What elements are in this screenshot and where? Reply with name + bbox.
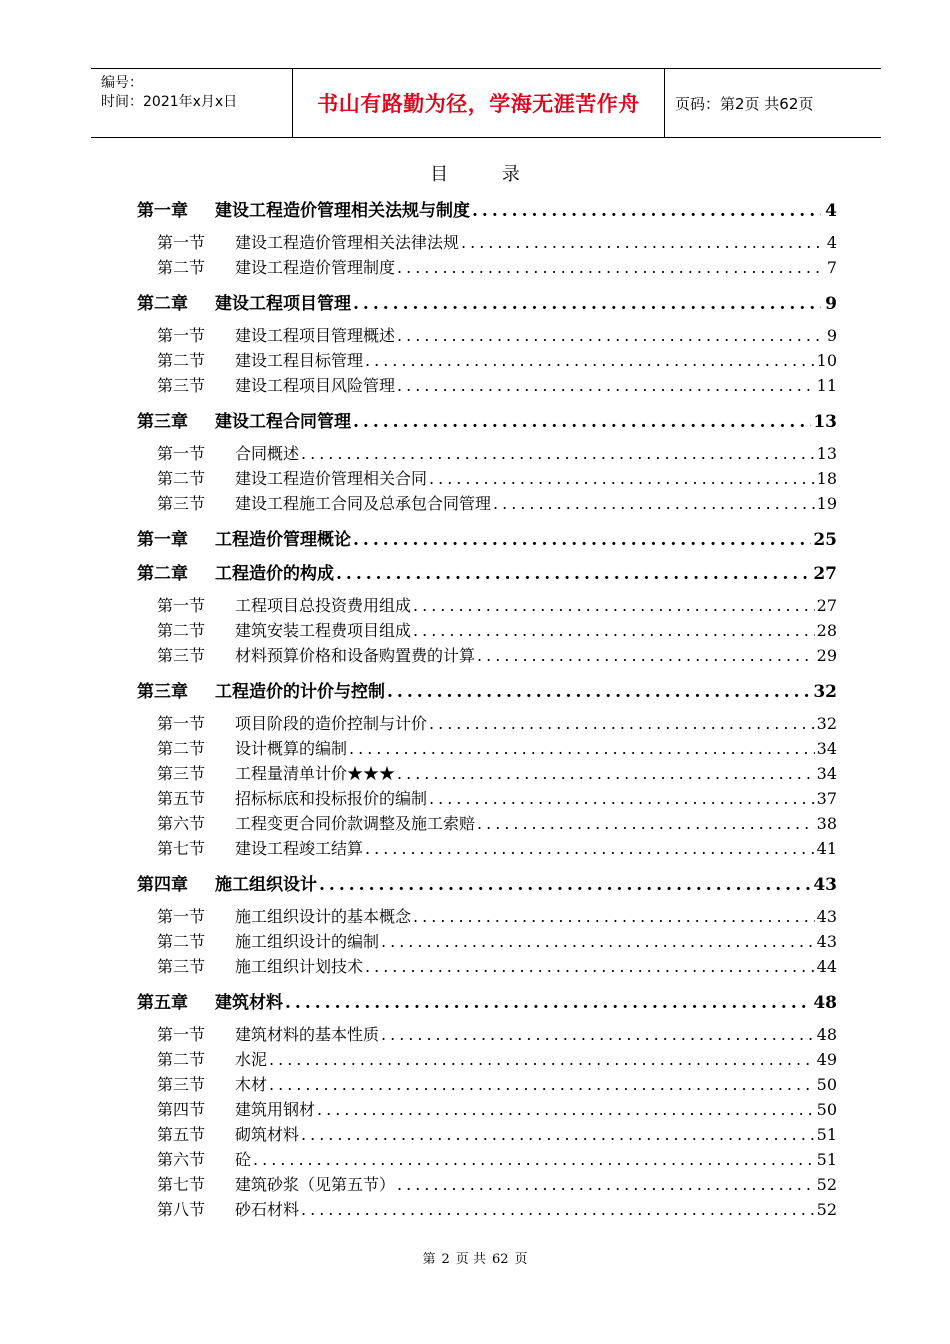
toc-entry-title: 施工组织设计的基本概念 — [235, 907, 412, 926]
toc-entry-label: 第七节 — [157, 1175, 206, 1194]
toc-entry-title: 建设工程竣工结算 — [235, 839, 364, 858]
toc-dot-leader — [353, 412, 811, 432]
toc-entry-page: 19 — [816, 494, 837, 513]
toc-entry-label: 第三节 — [157, 1075, 206, 1094]
toc-entry-page: 38 — [816, 814, 837, 833]
toc-entry-page: 13 — [816, 444, 837, 463]
toc-entry-label: 第三节 — [157, 957, 206, 976]
toc-entry-title: 建筑材料的基本性质 — [235, 1025, 380, 1044]
toc-entry-title: 建设工程造价管理相关法规与制度 — [215, 201, 470, 221]
toc-entry-page: 44 — [816, 957, 837, 976]
toc-section-entry[interactable] — [137, 711, 837, 736]
toc-section-entry[interactable] — [137, 1072, 837, 1097]
toc-entry-title: 工程造价的计价与控制 — [215, 682, 385, 702]
toc-entry-title: 建筑材料 — [215, 993, 283, 1013]
toc-dot-leader — [413, 621, 815, 640]
toc-section-entry[interactable] — [137, 904, 837, 929]
toc-entry-title: 建设工程项目管理概述 — [235, 326, 396, 345]
toc-entry-title: 合同概述 — [235, 444, 300, 463]
toc-entry-title: 建设工程目标管理 — [235, 351, 364, 370]
toc-dot-leader — [477, 646, 815, 665]
toc-entry-page: 9 — [825, 294, 837, 314]
header-motto: 书山有路勤为径，学海无涯苦作舟 — [293, 69, 665, 137]
toc-entry-page: 9 — [826, 326, 837, 345]
toc-entry-page: 51 — [816, 1150, 837, 1169]
toc-section-entry[interactable] — [137, 255, 837, 280]
toc-entry-label: 第三节 — [157, 764, 206, 783]
toc-entry-title: 水泥 — [235, 1050, 268, 1069]
toc-entry-title: 建设工程施工合同及总承包合同管理 — [235, 494, 492, 513]
toc-entry-label: 第一节 — [157, 1025, 206, 1044]
toc-dot-leader — [317, 1100, 815, 1119]
toc-chapter-entry[interactable] — [137, 559, 837, 584]
toc-entry-label: 第二章 — [137, 294, 188, 314]
toc-entry-page: 7 — [826, 258, 837, 277]
toc-section-entry[interactable] — [137, 230, 837, 255]
toc-section-entry[interactable] — [137, 441, 837, 466]
toc-entry-title: 工程造价管理概论 — [215, 530, 351, 550]
footer-prefix: 第 — [422, 1252, 436, 1267]
toc-entry-label: 第一节 — [157, 326, 206, 345]
toc-dot-leader — [397, 764, 815, 783]
toc-section-entry[interactable] — [137, 954, 837, 979]
toc-entry-label: 第四章 — [137, 875, 188, 895]
toc-entry-page: 10 — [816, 351, 837, 370]
toc-entry-title: 工程量清单计价★★★ — [235, 764, 396, 783]
toc-entry-page: 41 — [816, 839, 837, 858]
toc-section-entry[interactable] — [137, 373, 837, 398]
toc-chapter-entry[interactable] — [137, 677, 837, 702]
toc-section-entry[interactable] — [137, 1197, 837, 1222]
toc-entry-label: 第五节 — [157, 1125, 206, 1144]
toc-entry-label: 第三节 — [157, 494, 206, 513]
toc-entry-title: 建设工程项目风险管理 — [235, 376, 396, 395]
toc-entry-page: 52 — [816, 1200, 837, 1219]
toc-title: 目 录 — [430, 164, 544, 185]
toc-dot-leader — [472, 201, 821, 221]
toc-entry-title: 施工组织设计的编制 — [235, 932, 380, 951]
toc-entry-title: 工程变更合同价款调整及施工索赔 — [235, 814, 476, 833]
toc-entry-title: 工程项目总投资费用组成 — [235, 596, 412, 615]
toc-section-entry[interactable] — [137, 811, 837, 836]
toc-entry-page: 27 — [813, 564, 837, 584]
document-header — [91, 68, 881, 138]
toc-dot-leader — [477, 814, 815, 833]
toc-section-entry[interactable] — [137, 618, 837, 643]
toc-dot-leader — [381, 932, 815, 951]
toc-entry-page: 37 — [816, 789, 837, 808]
toc-entry-title: 木材 — [235, 1075, 268, 1094]
toc-dot-leader — [353, 294, 821, 314]
number-label: 编号： — [101, 75, 143, 91]
table-of-contents — [137, 196, 837, 1222]
toc-entry-page: 52 — [816, 1175, 837, 1194]
toc-dot-leader — [365, 839, 815, 858]
toc-section-entry[interactable] — [137, 643, 837, 668]
toc-section-entry[interactable] — [137, 323, 837, 348]
toc-entry-page: 51 — [816, 1125, 837, 1144]
toc-entry-page: 32 — [813, 682, 837, 702]
toc-chapter-entry[interactable] — [137, 870, 837, 895]
toc-entry-page: 48 — [813, 993, 837, 1013]
page-footer — [0, 1248, 950, 1267]
toc-entry-label: 第三章 — [137, 682, 188, 702]
toc-entry-page: 50 — [816, 1100, 837, 1119]
toc-entry-label: 第二节 — [157, 621, 206, 640]
toc-entry-title: 砼 — [235, 1150, 252, 1169]
toc-entry-title: 建设工程造价管理相关合同 — [235, 469, 428, 488]
toc-entry-label: 第二节 — [157, 932, 206, 951]
toc-entry-title: 建设工程造价管理制度 — [235, 258, 396, 277]
toc-dot-leader — [253, 1150, 815, 1169]
toc-dot-leader — [336, 564, 811, 584]
toc-section-entry[interactable] — [137, 1097, 837, 1122]
toc-entry-label: 第一节 — [157, 907, 206, 926]
toc-dot-leader — [397, 1175, 815, 1194]
time-label: 时间：2021年x月x日 — [101, 94, 238, 110]
toc-entry-page: 49 — [816, 1050, 837, 1069]
toc-entry-label: 第一章 — [137, 530, 188, 550]
toc-dot-leader — [365, 957, 815, 976]
footer-total-pages: 62 — [491, 1252, 509, 1267]
toc-entry-label: 第七节 — [157, 839, 206, 858]
toc-dot-leader — [301, 444, 815, 463]
toc-dot-leader — [387, 682, 811, 702]
toc-entry-label: 第二节 — [157, 739, 206, 758]
footer-current-page: 2 — [441, 1252, 450, 1267]
toc-entry-page: 11 — [816, 376, 837, 395]
toc-entry-page: 18 — [816, 469, 837, 488]
toc-dot-leader — [461, 233, 821, 252]
toc-entry-page: 34 — [816, 739, 837, 758]
toc-chapter-entry[interactable] — [137, 289, 837, 314]
toc-section-entry[interactable] — [137, 736, 837, 761]
footer-middle: 页 共 — [455, 1252, 486, 1267]
toc-entry-label: 第六节 — [157, 1150, 206, 1169]
toc-entry-title: 建设工程合同管理 — [215, 412, 351, 432]
toc-section-entry[interactable] — [137, 348, 837, 373]
toc-dot-leader — [349, 739, 815, 758]
toc-entry-label: 第三节 — [157, 376, 206, 395]
toc-section-entry[interactable] — [137, 491, 837, 516]
header-page-info — [675, 69, 881, 137]
toc-entry-page: 43 — [816, 932, 837, 951]
header-meta-cell — [91, 69, 293, 137]
toc-dot-leader — [429, 469, 815, 488]
toc-entry-title: 砌筑材料 — [235, 1125, 300, 1144]
toc-dot-leader — [301, 1200, 815, 1219]
toc-section-entry[interactable] — [137, 1022, 837, 1047]
toc-section-entry[interactable] — [137, 929, 837, 954]
toc-dot-leader — [365, 351, 815, 370]
toc-dot-leader — [429, 714, 815, 733]
toc-entry-label: 第二章 — [137, 564, 188, 584]
toc-entry-label: 第二节 — [157, 469, 206, 488]
toc-entry-label: 第八节 — [157, 1200, 206, 1219]
toc-dot-leader — [397, 376, 815, 395]
toc-entry-label: 第三章 — [137, 412, 188, 432]
toc-entry-title: 施工组织设计 — [215, 875, 317, 895]
toc-entry-page: 28 — [816, 621, 837, 640]
toc-entry-page: 48 — [816, 1025, 837, 1044]
toc-entry-title: 建筑安装工程费项目组成 — [235, 621, 412, 640]
toc-dot-leader — [301, 1125, 815, 1144]
toc-entry-page: 32 — [816, 714, 837, 733]
toc-entry-label: 第一节 — [157, 444, 206, 463]
toc-section-entry[interactable] — [137, 836, 837, 861]
toc-section-entry[interactable] — [137, 1047, 837, 1072]
toc-dot-leader — [319, 875, 811, 895]
toc-section-entry[interactable] — [137, 1122, 837, 1147]
toc-entry-title: 建筑砂浆（见第五节） — [235, 1175, 396, 1194]
toc-entry-page: 29 — [816, 646, 837, 665]
footer-suffix: 页 — [514, 1252, 528, 1267]
toc-section-entry[interactable] — [137, 786, 837, 811]
toc-dot-leader — [353, 530, 811, 550]
toc-dot-leader — [269, 1075, 815, 1094]
toc-dot-leader — [381, 1025, 815, 1044]
toc-entry-title: 设计概算的编制 — [235, 739, 348, 758]
toc-entry-label: 第一节 — [157, 233, 206, 252]
toc-entry-page: 43 — [816, 907, 837, 926]
toc-dot-leader — [413, 596, 815, 615]
toc-entry-title: 工程造价的构成 — [215, 564, 334, 584]
toc-entry-title: 建设工程造价管理相关法律法规 — [235, 233, 460, 252]
toc-entry-title: 施工组织计划技术 — [235, 957, 364, 976]
toc-chapter-entry[interactable] — [137, 196, 837, 221]
toc-chapter-entry[interactable] — [137, 988, 837, 1013]
toc-entry-label: 第二节 — [157, 258, 206, 277]
toc-entry-label: 第一章 — [137, 201, 188, 221]
toc-dot-leader — [397, 326, 821, 345]
toc-entry-label: 第二节 — [157, 351, 206, 370]
toc-chapter-entry[interactable] — [137, 407, 837, 432]
toc-dot-leader — [493, 494, 815, 513]
toc-entry-label: 第二节 — [157, 1050, 206, 1069]
toc-entry-label: 第四节 — [157, 1100, 206, 1119]
toc-section-entry[interactable] — [137, 1172, 837, 1197]
toc-section-entry[interactable] — [137, 1147, 837, 1172]
toc-entry-page: 34 — [816, 764, 837, 783]
toc-entry-title: 建筑用钢材 — [235, 1100, 316, 1119]
toc-chapter-entry[interactable] — [137, 525, 837, 550]
toc-dot-leader — [397, 258, 821, 277]
toc-entry-label: 第五章 — [137, 993, 188, 1013]
toc-entry-label: 第一节 — [157, 714, 206, 733]
toc-section-entry[interactable] — [137, 466, 837, 491]
toc-dot-leader — [429, 789, 815, 808]
toc-section-entry[interactable] — [137, 593, 837, 618]
toc-entry-label: 第六节 — [157, 814, 206, 833]
page-info-text: 页码：第2页 共62页 — [675, 94, 814, 113]
toc-entry-title: 招标标底和投标报价的编制 — [235, 789, 428, 808]
toc-entry-page: 4 — [826, 233, 837, 252]
toc-dot-leader — [269, 1050, 815, 1069]
toc-dot-leader — [413, 907, 815, 926]
toc-entry-page: 4 — [825, 201, 837, 221]
toc-entry-page: 13 — [813, 412, 837, 432]
toc-entry-title: 建设工程项目管理 — [215, 294, 351, 314]
toc-entry-page: 27 — [816, 596, 837, 615]
toc-entry-title: 材料预算价格和设备购置费的计算 — [235, 646, 476, 665]
toc-entry-page: 50 — [816, 1075, 837, 1094]
toc-entry-label: 第五节 — [157, 789, 206, 808]
toc-dot-leader — [285, 993, 811, 1013]
toc-entry-page: 25 — [813, 530, 837, 550]
toc-section-entry[interactable] — [137, 761, 837, 786]
toc-entry-title: 砂石材料 — [235, 1200, 300, 1219]
toc-entry-label: 第一节 — [157, 596, 206, 615]
toc-entry-page: 43 — [813, 875, 837, 895]
toc-entry-title: 项目阶段的造价控制与计价 — [235, 714, 428, 733]
toc-entry-label: 第三节 — [157, 646, 206, 665]
